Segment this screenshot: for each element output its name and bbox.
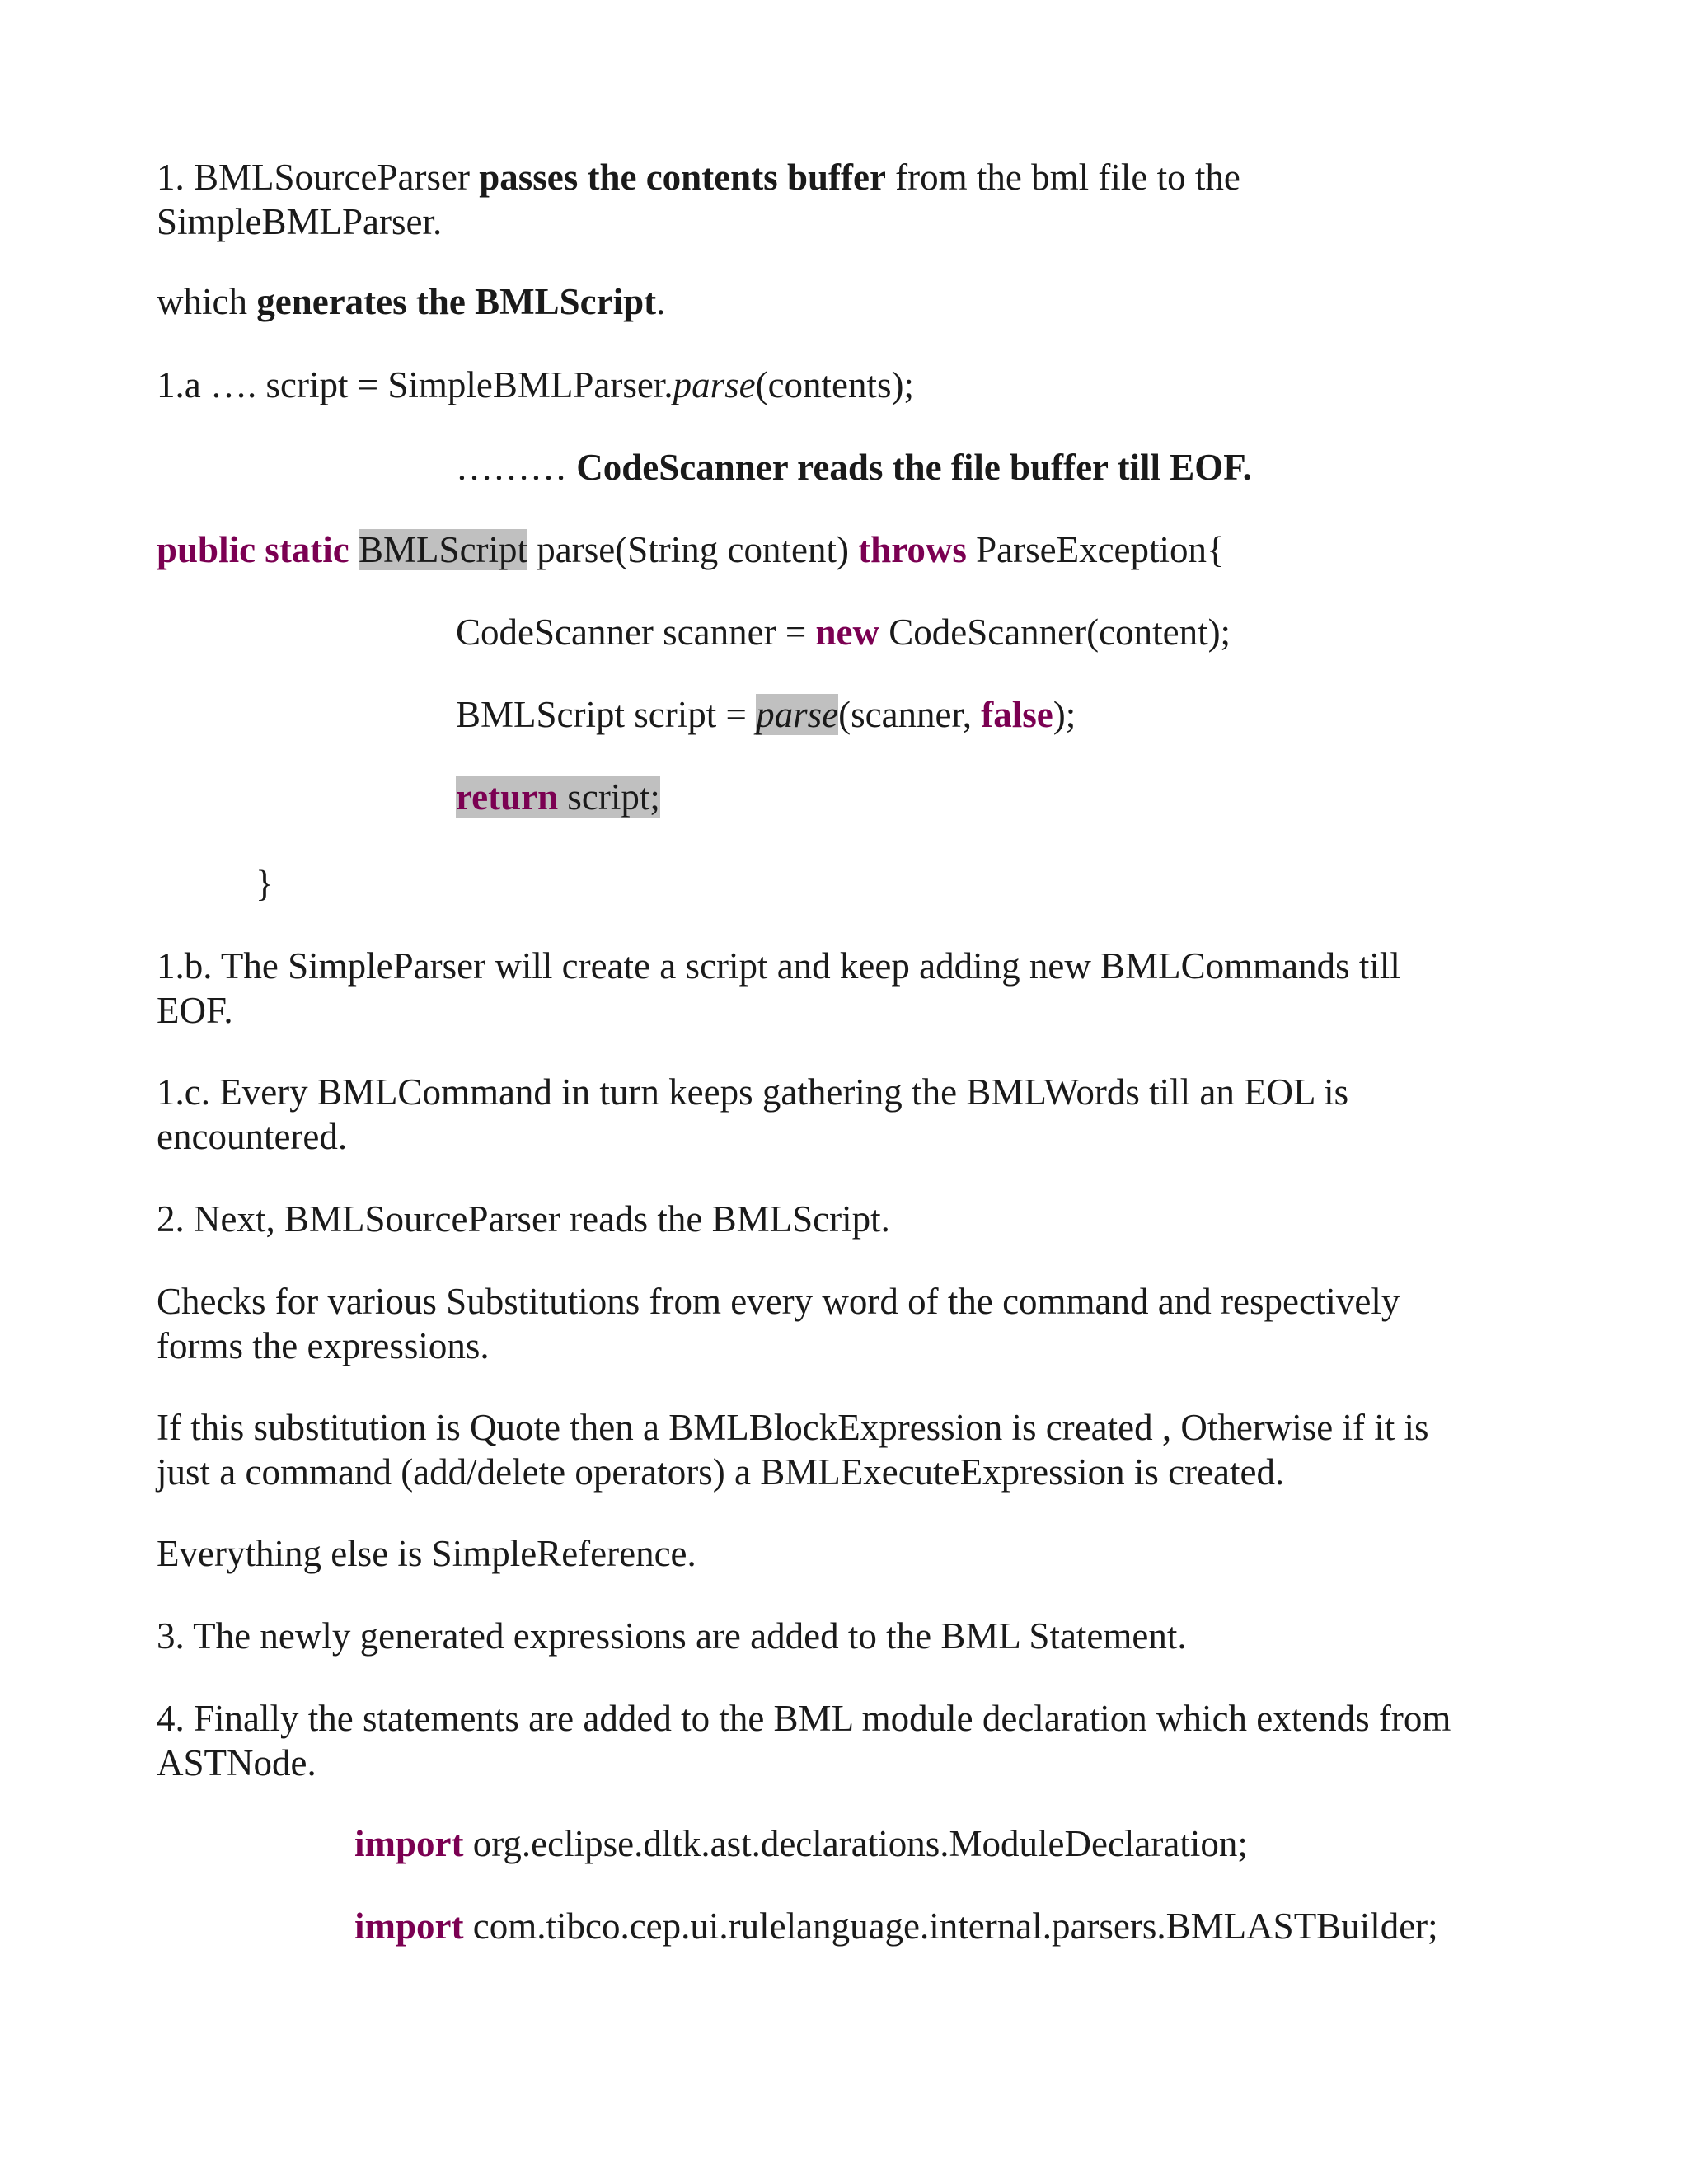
bold-text: generates the BMLScript bbox=[256, 281, 657, 322]
code-text: BMLScript script = bbox=[456, 694, 757, 735]
keyword: return bbox=[456, 776, 559, 818]
para-step1a bbox=[157, 363, 914, 407]
code-line-script bbox=[456, 692, 1076, 737]
code-text: ); bbox=[1053, 694, 1076, 735]
highlighted-token: BMLScript bbox=[359, 529, 528, 570]
code-text: com.tibco.cep.ui.rulelanguage.internal.parsers.BMLASTBuilder; bbox=[463, 1905, 1438, 1947]
keyword: import bbox=[354, 1823, 464, 1864]
para-step4-line2: ASTNode. bbox=[157, 1742, 316, 1783]
code-text: script; bbox=[558, 776, 660, 818]
para-step1b-line1: 1.b. The SimpleParser will create a script and keep adding new BMLCommands till bbox=[157, 945, 1400, 987]
para-quote-line2: just a command (add/delete operators) a BMLExecuteExpression is created. bbox=[157, 1451, 1285, 1493]
bold-text: CodeScanner reads the file buffer till EOF. bbox=[576, 447, 1252, 488]
para-step1-line1 bbox=[157, 155, 1240, 199]
keyword: public static bbox=[157, 529, 349, 570]
para-generates bbox=[157, 279, 665, 324]
keyword: throws bbox=[858, 529, 967, 570]
para-step3: 3. The newly generated expressions are added to the BML Statement. bbox=[157, 1615, 1187, 1657]
para-step4-line1: 4. Finally the statements are added to the BML module declaration which extends from bbox=[157, 1698, 1451, 1739]
code-line-scanner bbox=[456, 610, 1231, 654]
text: 1. BMLSourceParser bbox=[157, 157, 480, 198]
bold-text: passes the contents buffer bbox=[479, 157, 886, 198]
para-step1b-line2: EOF. bbox=[157, 990, 233, 1031]
text: (contents); bbox=[755, 364, 915, 405]
para-step1-line2: SimpleBMLParser. bbox=[157, 201, 443, 242]
code-line-return bbox=[456, 775, 660, 819]
para-substitutions-line1: Checks for various Substitutions from every word of the command and respectively bbox=[157, 1281, 1400, 1322]
text: . bbox=[656, 281, 666, 322]
code-line-close-brace: } bbox=[256, 863, 274, 904]
highlighted-token: parse bbox=[756, 694, 839, 735]
para-quote-line1: If this substitution is Quote then a BMLBlockExpression is created , Otherwise if it is bbox=[157, 1407, 1429, 1448]
text: which bbox=[157, 281, 257, 322]
para-simplereference: Everything else is SimpleReference. bbox=[157, 1533, 696, 1574]
code-line-signature bbox=[157, 527, 1225, 572]
text: ……… bbox=[456, 447, 577, 488]
code-text: (scanner, bbox=[838, 694, 982, 735]
para-step2: 2. Next, BMLSourceParser reads the BMLScript. bbox=[157, 1198, 890, 1240]
para-codescanner-note bbox=[456, 445, 1252, 490]
code-text: CodeScanner(content); bbox=[879, 612, 1231, 653]
code-text: org.eclipse.dltk.ast.declarations.ModuleDeclaration; bbox=[463, 1823, 1248, 1864]
keyword: import bbox=[354, 1905, 464, 1947]
italic-text: parse bbox=[673, 364, 756, 405]
code-line-import-2 bbox=[354, 1904, 1438, 1948]
keyword: false bbox=[981, 694, 1053, 735]
para-step1c-line2: encountered. bbox=[157, 1116, 348, 1157]
code-line-import-1 bbox=[354, 1821, 1248, 1866]
code-text: CodeScanner scanner = bbox=[456, 612, 816, 653]
text: from the bml file to the bbox=[885, 157, 1240, 198]
text: 1.a …. script = SimpleBMLParser. bbox=[157, 364, 673, 405]
code-text: ParseException{ bbox=[966, 529, 1225, 570]
keyword: new bbox=[815, 612, 879, 653]
para-substitutions-line2: forms the expressions. bbox=[157, 1325, 490, 1366]
code-text: parse(String content) bbox=[528, 529, 859, 570]
para-step1c-line1: 1.c. Every BMLCommand in turn keeps gathering the BMLWords till an EOL is bbox=[157, 1071, 1349, 1113]
